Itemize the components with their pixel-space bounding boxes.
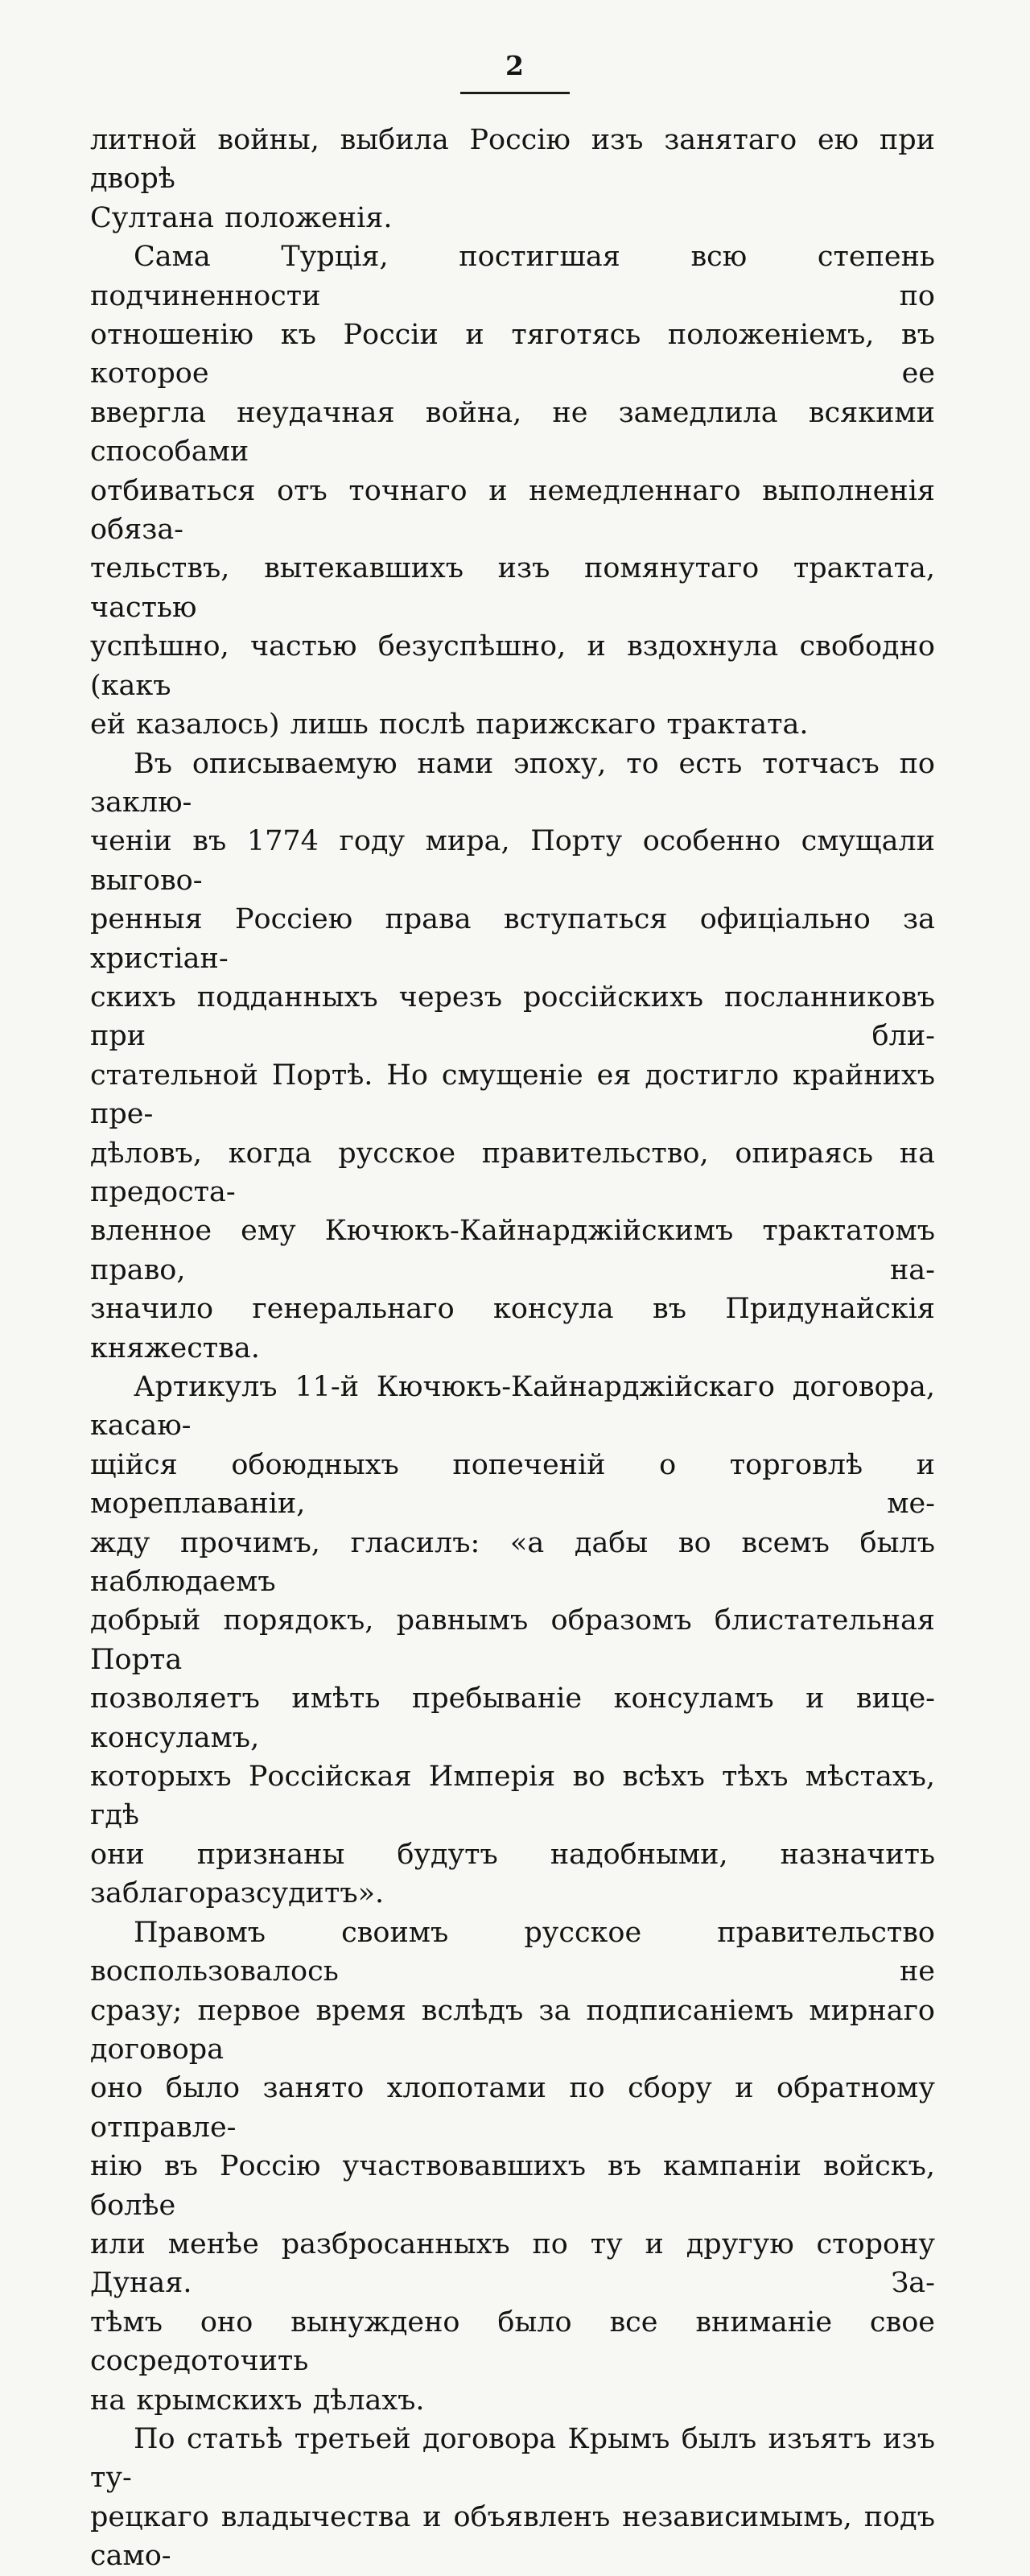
text-line: жду прочимъ, гласилъ: «а дабы во всемъ былъ наблюдаемъ xyxy=(90,1526,935,1599)
text-line: позволяетъ имѣть пребываніе консуламъ и вице-консуламъ, xyxy=(90,1682,935,1754)
text-line: или менѣе разбросанныхъ по ту и другую сторону Дуная. За- xyxy=(90,2227,935,2300)
text-line: оно было занято хлопотами по сбору и обратному отправле- xyxy=(90,2072,935,2144)
text-line: вленное ему Кючюкъ-Кайнарджійскимъ трактатомъ право, на- xyxy=(90,1215,935,1286)
text-line: ченіи въ 1774 году мира, Порту особенно смущали выгово- xyxy=(90,825,935,897)
page-number-rule xyxy=(460,92,570,94)
text-line: По статьѣ третьей договора Крымъ былъ изъятъ изъ ту- xyxy=(90,2422,935,2495)
text-line: скихъ подданныхъ черезъ россійскихъ посланниковъ при бли- xyxy=(90,980,935,1053)
page-text xyxy=(90,121,935,2576)
paragraph xyxy=(90,745,935,1368)
text-line: Артикулъ 11-й Кючюкъ-Кайнарджійскаго договора, касаю- xyxy=(90,1371,935,1443)
text-line: ввергла неудачная война, не замедлила всякими способами xyxy=(90,396,935,469)
text-line: дѣловъ, когда русское правительство, опираясь на предоста- xyxy=(90,1137,935,1208)
text-line: Сама Турція, постигшая всю степень подчиненности по xyxy=(90,241,935,312)
text-line: литной войны, выбила Россію изъ занятаго ею при дворѣ xyxy=(90,124,935,196)
paragraph xyxy=(90,1368,935,1913)
text-line: рецкаго владычества и объявленъ независимымъ, подъ само- xyxy=(90,2500,935,2573)
text-line: тѣмъ оно вынуждено было все вниманіе свое сосредоточить xyxy=(90,2306,935,2378)
text-line: щійся обоюдныхъ попеченій о торговлѣ и мореплаваніи, ме- xyxy=(90,1448,935,1521)
text-line: тельствъ, вытекавшихъ изъ помянутаго трактата, частью xyxy=(90,552,935,624)
paragraph xyxy=(90,2420,935,2576)
text-line: на крымскихъ дѣлахъ. xyxy=(90,2384,425,2417)
text-line: сразу; первое время вслѣдъ за подписаніемъ мирнаго договора xyxy=(90,1994,935,2066)
text-line: отбиваться отъ точнаго и немедленнаго выполненія обяза- xyxy=(90,474,935,547)
page-header xyxy=(0,0,1030,94)
text-line: отношенію къ Россіи и тяготясь положеніемъ, въ которое ее xyxy=(90,319,935,390)
text-line: ей казалось) лишь послѣ парижскаго трактата. xyxy=(90,708,809,741)
page-number: 2 xyxy=(505,50,525,81)
paragraph xyxy=(90,121,935,237)
text-line: успѣшно, частью безуспѣшно, и вздохнула свободно (какъ xyxy=(90,630,935,702)
text-line: Правомъ своимъ русское правительство воспользовалось не xyxy=(90,1916,935,1988)
paragraph xyxy=(90,1913,935,2420)
text-line: значило генеральнаго консула въ Придунайскія княжества. xyxy=(90,1293,935,1364)
text-line: нію въ Россію участвовавшихъ въ кампаніи войскъ, болѣе xyxy=(90,2150,935,2222)
text-line: Въ описываемую нами эпоху, то есть тотчасъ по заклю- xyxy=(90,747,935,819)
text-line: которыхъ Россійская Имперія во всѣхъ тѣхъ мѣстахъ, гдѣ xyxy=(90,1761,935,1832)
paragraph xyxy=(90,237,935,744)
text-line: стательной Портѣ. Но смущеніе ея достигло крайнихъ пре- xyxy=(90,1059,935,1131)
text-line: Султана положенія. xyxy=(90,201,393,234)
text-line: добрый порядокъ, равнымъ образомъ блистательная Порта xyxy=(90,1604,935,1676)
text-line: ренныя Россіею права вступаться офиціально за христіан- xyxy=(90,903,935,975)
text-line: они признаны будутъ надобными, назначить заблагоразсудитъ». xyxy=(90,1838,935,1910)
